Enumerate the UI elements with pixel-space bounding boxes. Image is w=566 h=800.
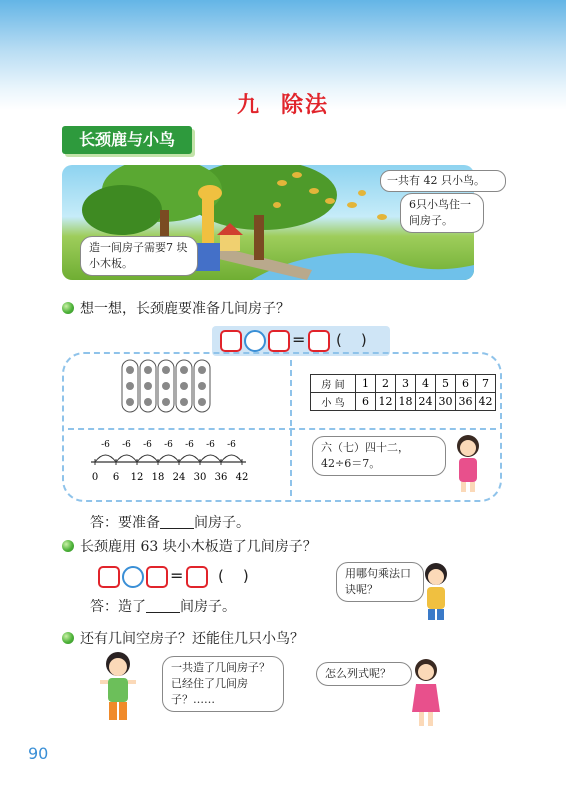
number-line-tick-label: 42: [235, 472, 249, 483]
page-number: 90: [28, 744, 49, 763]
speech-bubble-boards: 造一间房子需要7 块小木板。: [80, 236, 198, 276]
number-line-tick-label: 30: [193, 472, 207, 483]
answer-box[interactable]: [98, 566, 120, 588]
speech-bubble-boy-houses: 一共造了几间房子？已经住了几间房子？……: [162, 656, 284, 712]
speech-bubble-girl-how: 怎么列式呢？: [316, 662, 412, 686]
number-line-jump-label: -6: [101, 440, 110, 450]
table-row: [311, 393, 496, 411]
number-line-jump-arc: [221, 455, 242, 462]
number-line-tick-label: 18: [151, 472, 165, 483]
number-line-tick-label: 36: [214, 472, 228, 483]
bullet-dot-icon: [62, 540, 74, 552]
question-2: [62, 536, 317, 556]
table-cell: 7: [476, 375, 496, 393]
table-cell: 18: [396, 393, 416, 411]
question-3-text: 还有几间空房子？还能住几只小鸟？: [80, 631, 304, 647]
table-cell: 30: [436, 393, 456, 411]
table-cell: 12: [376, 393, 396, 411]
number-line-jump-arc: [179, 455, 200, 462]
speech-bubble-birds-per-house: 6只小鸟住一间房子。: [400, 193, 484, 233]
panel-divider: [68, 428, 496, 430]
giraffe-body: [196, 243, 220, 271]
tree-canopy: [82, 185, 162, 235]
operator-circle[interactable]: [122, 566, 144, 588]
number-line-jump-arc: [137, 455, 158, 462]
number-line-tick-label: 6: [112, 472, 120, 483]
birdhouse-body: [220, 235, 240, 251]
answer-box[interactable]: [268, 330, 290, 352]
boy-character: [96, 650, 140, 726]
table-row: [311, 375, 496, 393]
houses-birds-table: [310, 374, 496, 411]
number-line-tick-label: 0: [91, 472, 99, 483]
section-tag: 长颈鹿与小鸟: [62, 126, 192, 154]
question-1-text: 想一想，长颈鹿要准备几间房子？: [80, 301, 290, 317]
speech-bubble-girl-rhyme: 六（七）四十二，42÷6＝7。: [312, 436, 446, 476]
chapter-name: 除法: [281, 93, 330, 118]
speech-bubble-birds-total: 一共有 42 只小鸟。: [380, 170, 506, 192]
operator-circle[interactable]: [244, 330, 266, 352]
table-header-rooms: 房 间: [311, 375, 356, 393]
bullet-dot-icon: [62, 632, 74, 644]
chapter-number: 九: [236, 93, 261, 118]
table-cell: 6: [456, 375, 476, 393]
table-cell: 2: [376, 375, 396, 393]
answer-box[interactable]: [308, 330, 330, 352]
answer-box[interactable]: [220, 330, 242, 352]
table-header-birds: 小 鸟: [311, 393, 356, 411]
answer-1-prefix: 答：要准备: [90, 515, 160, 531]
table-cell: 36: [456, 393, 476, 411]
table-cell: 6: [356, 393, 376, 411]
answer-box[interactable]: [186, 566, 208, 588]
answer-blank[interactable]: [146, 598, 180, 613]
table-cell: 3: [396, 375, 416, 393]
answer-2-suffix: 间房子。: [180, 599, 236, 615]
number-line-tick-label: 12: [130, 472, 144, 483]
number-line-jump-label: -6: [227, 440, 236, 450]
answer-line-2: [90, 596, 236, 616]
number-line-jump-arc: [116, 455, 137, 462]
giraffe-head: [198, 185, 222, 201]
equals-sign: =: [292, 330, 306, 349]
table-cell: 5: [436, 375, 456, 393]
boy-character: [416, 560, 456, 622]
dot-groups-diagram: [120, 358, 220, 420]
tree-trunk: [254, 215, 264, 260]
answer-1-suffix: 间房子。: [194, 515, 250, 531]
answer-2-prefix: 答：造了: [90, 599, 146, 615]
number-line-jump-label: -6: [206, 440, 215, 450]
question-1: [62, 298, 290, 318]
girl-character: [448, 432, 488, 494]
number-line-jump-arc: [158, 455, 179, 462]
speech-bubble-boy-multiplication: 用哪句乘法口诀呢？: [336, 562, 424, 602]
number-line: [85, 436, 265, 488]
table-cell: 42: [476, 393, 496, 411]
number-line-jump-arc: [200, 455, 221, 462]
table-cell: 4: [416, 375, 436, 393]
number-line-jump-label: -6: [164, 440, 173, 450]
number-line-tick-label: 24: [172, 472, 186, 483]
number-line-jump-arc: [95, 455, 116, 462]
answer-line-1: [90, 512, 250, 532]
answer-box[interactable]: [146, 566, 168, 588]
number-line-jump-label: -6: [185, 440, 194, 450]
bullet-dot-icon: [62, 302, 74, 314]
number-line-jump-label: -6: [122, 440, 131, 450]
table-cell: 1: [356, 375, 376, 393]
unit-paren: ( ): [336, 331, 367, 349]
equation-row-2: [98, 564, 288, 588]
unit-paren: ( ): [218, 567, 249, 585]
answer-blank[interactable]: [160, 514, 194, 529]
question-2-text: 长颈鹿用 63 块小木板造了几间房子？: [80, 539, 317, 555]
number-line-jump-label: -6: [143, 440, 152, 450]
question-3: [62, 628, 304, 648]
equals-sign: =: [170, 566, 184, 585]
chapter-title: [0, 88, 566, 119]
girl-character: [406, 656, 446, 730]
table-cell: 24: [416, 393, 436, 411]
